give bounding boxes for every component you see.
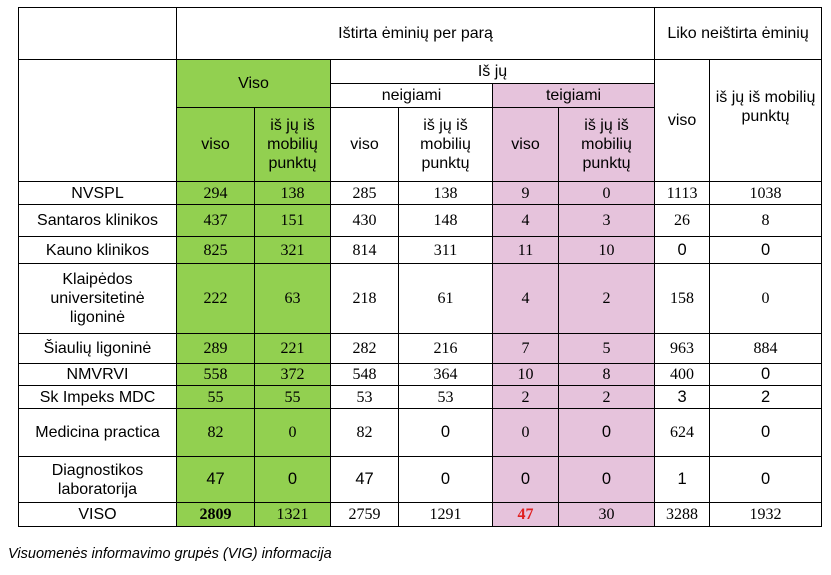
cell-positive-mobile: 2 [559, 264, 655, 333]
cell-positive-mobile: 10 [559, 236, 655, 263]
cell-remaining-total: 400 [655, 364, 710, 386]
table-row [19, 236, 822, 263]
table-row [19, 333, 822, 364]
cell-remaining-mobile: 884 [710, 333, 822, 364]
cell-remaining-mobile: 0 [710, 264, 822, 333]
cell-total-mobile: 63 [255, 264, 331, 333]
row-name: Medicina practica [19, 408, 177, 456]
cell-remaining-mobile: 0 [710, 364, 822, 386]
cell-total-mobile: 321 [255, 236, 331, 263]
cell-negative-all: 47 [331, 456, 399, 503]
cell-remaining-mobile: 1932 [710, 503, 822, 527]
corner-cell [19, 8, 177, 60]
cell-positive-all: 4 [493, 205, 559, 237]
header-negative: neigiami [331, 84, 493, 107]
cell-remaining-mobile: 0 [710, 408, 822, 456]
cell-total-mobile: 151 [255, 205, 331, 237]
cell-positive-all: 0 [493, 456, 559, 503]
cell-positive-all: 2 [493, 386, 559, 408]
cell-positive-all: 10 [493, 364, 559, 386]
cell-positive-all: 0 [493, 408, 559, 456]
cell-total-all: 222 [177, 264, 255, 333]
corner-cell [19, 84, 177, 107]
row-name: Sk Impeks MDC [19, 386, 177, 408]
cell-remaining-mobile: 1038 [710, 181, 822, 204]
header-of-which: Iš jų [331, 59, 655, 83]
cell-total-mobile: 0 [255, 408, 331, 456]
table-row [19, 386, 822, 408]
cell-remaining-total: 1113 [655, 181, 710, 204]
cell-remaining-mobile: 0 [710, 236, 822, 263]
cell-remaining-mobile: 2 [710, 386, 822, 408]
row-name: NMVRVI [19, 364, 177, 386]
cell-total-mobile: 55 [255, 386, 331, 408]
row-name: NVSPL [19, 181, 177, 204]
cell-remaining-total: 1 [655, 456, 710, 503]
cell-negative-mobile: 53 [399, 386, 493, 408]
table-row [19, 364, 822, 386]
table-row [19, 408, 822, 456]
cell-remaining-mobile: 8 [710, 205, 822, 237]
cell-negative-all: 814 [331, 236, 399, 263]
header-positive: teigiami [493, 84, 655, 107]
header-remaining-total: viso [655, 59, 710, 181]
table-row [19, 181, 822, 204]
cell-negative-all: 282 [331, 333, 399, 364]
row-name: Santaros klinikos [19, 205, 177, 237]
source-caption: Visuomenės informavimo grupės (VIG) informacija [8, 546, 332, 562]
samples-table [18, 7, 822, 527]
cell-positive-all: 9 [493, 181, 559, 204]
cell-negative-mobile: 0 [399, 456, 493, 503]
cell-remaining-total: 26 [655, 205, 710, 237]
cell-total-mobile: 221 [255, 333, 331, 364]
cell-positive-mobile: 8 [559, 364, 655, 386]
cell-total-mobile: 138 [255, 181, 331, 204]
cell-remaining-total: 3 [655, 386, 710, 408]
cell-total-all: 437 [177, 205, 255, 237]
header-positive-all: viso [493, 107, 559, 181]
cell-positive-all: 4 [493, 264, 559, 333]
cell-negative-all: 430 [331, 205, 399, 237]
cell-total-mobile: 0 [255, 456, 331, 503]
table-row-total [19, 503, 822, 527]
row-name: Kauno klinikos [19, 236, 177, 263]
header-total: Viso [177, 59, 331, 107]
cell-positive-mobile: 0 [559, 456, 655, 503]
row-name: Diagnostikos laboratorija [19, 456, 177, 503]
cell-negative-all: 548 [331, 364, 399, 386]
cell-negative-mobile: 364 [399, 364, 493, 386]
cell-negative-all: 285 [331, 181, 399, 204]
cell-positive-mobile: 30 [559, 503, 655, 527]
header-positive-mobile: iš jų iš mobilių punktų [559, 107, 655, 181]
corner-cell [19, 59, 177, 83]
cell-total-all: 82 [177, 408, 255, 456]
cell-total-all: 47 [177, 456, 255, 503]
cell-total-all: 55 [177, 386, 255, 408]
cell-total-all: 289 [177, 333, 255, 364]
cell-negative-mobile: 216 [399, 333, 493, 364]
cell-remaining-total: 624 [655, 408, 710, 456]
header-negative-all: viso [331, 107, 399, 181]
cell-total-mobile: 1321 [255, 503, 331, 527]
cell-negative-mobile: 61 [399, 264, 493, 333]
cell-positive-mobile: 0 [559, 181, 655, 204]
cell-negative-all: 82 [331, 408, 399, 456]
cell-remaining-mobile: 0 [710, 456, 822, 503]
cell-negative-mobile: 138 [399, 181, 493, 204]
cell-remaining-total: 963 [655, 333, 710, 364]
cell-negative-mobile: 148 [399, 205, 493, 237]
cell-negative-all: 2759 [331, 503, 399, 527]
cell-positive-all: 47 [493, 503, 559, 527]
header-negative-mobile: iš jų iš mobilių punktų [399, 107, 493, 181]
row-name: VISO [19, 503, 177, 527]
cell-positive-mobile: 3 [559, 205, 655, 237]
table-row [19, 264, 822, 333]
cell-positive-all: 11 [493, 236, 559, 263]
cell-total-all: 2809 [177, 503, 255, 527]
cell-remaining-total: 3288 [655, 503, 710, 527]
table-row [19, 205, 822, 237]
cell-remaining-total: 0 [655, 236, 710, 263]
cell-total-all: 294 [177, 181, 255, 204]
cell-negative-mobile: 311 [399, 236, 493, 263]
cell-total-all: 825 [177, 236, 255, 263]
table-row [19, 456, 822, 503]
cell-total-all: 558 [177, 364, 255, 386]
header-tested-per-day: Ištirta ėminių per parą [177, 8, 655, 60]
cell-remaining-total: 158 [655, 264, 710, 333]
cell-total-mobile: 372 [255, 364, 331, 386]
header-remaining-mobile: iš jų iš mobilių punktų [710, 59, 822, 181]
header-total-all: viso [177, 107, 255, 181]
header-remaining-untested: Liko neištirta ėminių [655, 8, 822, 60]
cell-positive-mobile: 2 [559, 386, 655, 408]
corner-cell [19, 107, 177, 181]
cell-negative-mobile: 1291 [399, 503, 493, 527]
row-name: Šiaulių ligoninė [19, 333, 177, 364]
cell-negative-all: 218 [331, 264, 399, 333]
cell-positive-mobile: 5 [559, 333, 655, 364]
row-name: Klaipėdos universitetinė ligoninė [19, 264, 177, 333]
cell-positive-mobile: 0 [559, 408, 655, 456]
cell-positive-all: 7 [493, 333, 559, 364]
cell-negative-all: 53 [331, 386, 399, 408]
header-total-mobile: iš jų iš mobilių punktų [255, 107, 331, 181]
cell-negative-mobile: 0 [399, 408, 493, 456]
